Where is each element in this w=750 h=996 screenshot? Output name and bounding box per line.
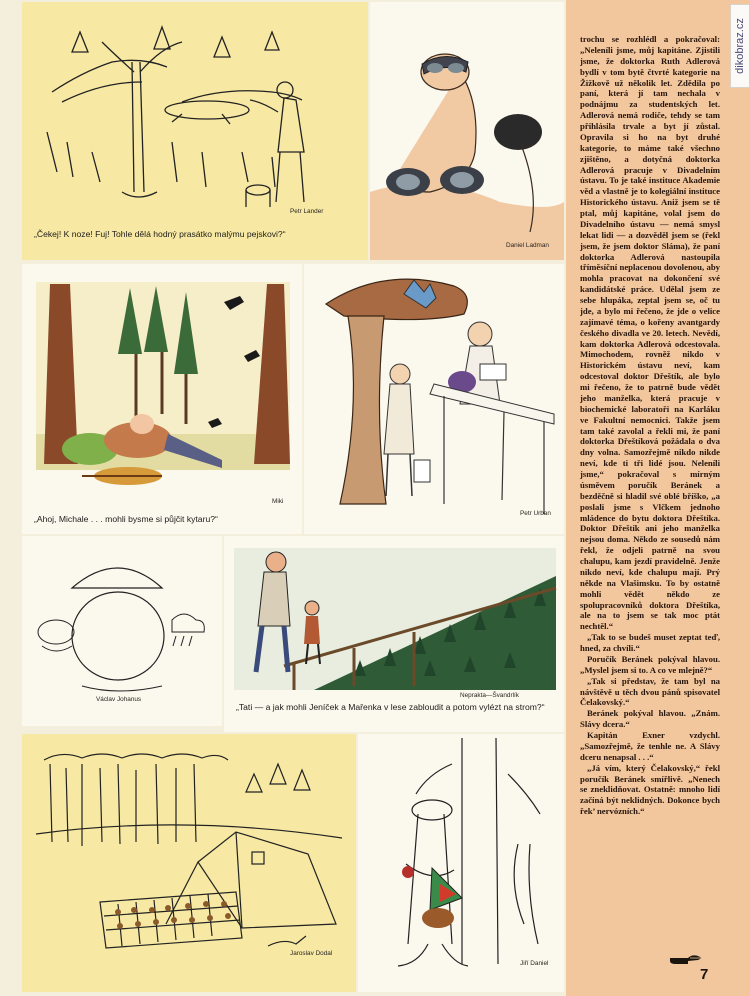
cartoon-author: Miki bbox=[272, 498, 284, 505]
cartoon-urban-illustration bbox=[304, 264, 564, 534]
cartoon-panel-miki bbox=[22, 264, 302, 534]
page-number: 7 bbox=[700, 966, 709, 983]
cartoon-panel-ladman bbox=[370, 2, 564, 260]
article-paragraph: „Tak to se budeš muset zeptat teď, hned, za chvíli.“ bbox=[580, 632, 720, 653]
cartoon-panel-neprakta bbox=[224, 536, 564, 732]
cartoon-author: Václav Johanus bbox=[96, 696, 142, 703]
cartoon-caption: „Ahoj, Michale . . . mohli bysme si půjčit kytaru?“ bbox=[34, 514, 218, 524]
cartoon-miki-illustration bbox=[22, 264, 302, 534]
article-column bbox=[566, 0, 750, 996]
cartoon-author: Petr Lander bbox=[290, 208, 324, 215]
article-text bbox=[580, 34, 720, 817]
cartoon-lander-illustration bbox=[22, 2, 368, 260]
cartoon-author: Petr Urban bbox=[520, 510, 551, 517]
cartoon-author: Neprakta—Švandrlík bbox=[460, 692, 519, 699]
article-paragraph: „Já vím, který Čelakovský,“ řekl poručík Beránek smířlivě. „Nenech se zneklidňovat. Ostatně: mnoho lidí začíná být neklidných. Dokonce bych řek’ nervózních.“ bbox=[580, 762, 720, 817]
cartoon-caption: „Čekej! K noze! Fuj! Tohle dělá hodný prasátko malýmu pejskovi?“ bbox=[34, 229, 286, 239]
cartoon-ladman-illustration bbox=[370, 2, 564, 260]
cartoon-panel-johanus bbox=[22, 536, 222, 726]
article-paragraph: Beránek pokýval hlavou. „Znám. Slávy dcera.“ bbox=[580, 708, 720, 730]
article-paragraph: „Tak si představ, že tam byl na návštěvě u těch dvou pánů spisovatel Čelakovský.“ bbox=[580, 675, 720, 708]
article-paragraph: Kapitán Exner vzdychl. „Samozřejmě, že tenhle ne. A Slávy dceru nenapsal . . .“ bbox=[580, 730, 720, 762]
watermark-text: dikobraz.cz bbox=[734, 18, 746, 74]
cartoon-panel-lander bbox=[22, 2, 368, 260]
watermark bbox=[730, 4, 750, 88]
cartoon-daniel-illustration bbox=[358, 734, 564, 992]
article-paragraph: Poručík Beránek pokýval hlavou. „Myslel jsem si to. A co ve mlejně?“ bbox=[580, 653, 720, 675]
cartoon-panel-dodal bbox=[22, 734, 356, 992]
cartoon-author: Jaroslav Dodal bbox=[290, 950, 333, 957]
pointing-hand-icon bbox=[668, 952, 704, 968]
cartoon-author: Daniel Ladman bbox=[506, 242, 549, 249]
article-paragraph: trochu se rozhlédl a pokračoval: „Neleníli jsme, můj kapitáne. Zjistili jsme, že doktorka Ruth Adlerová bydlí v tom bytě čtvrté kategorie na Žižkově už několik let. Zdědila po paní, která jí tam nechala v podnájmu za studentských let. Adlerová nemá rodiče, tehdy se tam přihlásila trvale a byt jí zůstal. Opravila si ho na byt druhé kategorie, to máme také všechno zjištěno, a dotyčná doktorka Adlerová pracuje v Divadelním ústavu. To je také instituce Akademie věd a vlastně je to kolegiální instituce Historického ústavu. Aniž jsem se tě ptal, můj kapitáne, volal jsem do Divadelního ústavu — nemá smysl lekat lidi — a dozvěděl jsem se (řekl jsem, že jsem doktor Sláma), že paní doktorka Adlerová nastoupila tříměsíční neplacenou dovolenou, aby mohla pracovat na dokončení své kandidátské práce. Udělal jsem ze sebe hlupáka, zeptal jsem se, oč tu jde, a bylo mi řečeno, že jde o velice zajímavé téma, o kořeny avantgardy českého divadla ve 20. letech. Nevědí, kam doktorka Adlerová odcestovala. Mimochodem, rovněž nikdo v Historickém ústavu neví, kam odcestoval doktor Dřeštík, ale bylo mi řečeno, že to patrně bude vědět jeho manželka, která pracuje v biochemické laboratoři na Karláku ve Fakultní nemocnici. Takže jsem tam také zavolal a řekli mi, že paní doktorka Dřeštíková požádala o dva dny volna. Samozřejmě nikdo nikde neví, kde ti tři lidé jsou. Neleníli jsme,“ pokračoval s mírným úsměvem poručík Beránek a bezděčně si hladil své oblé bříško, „a poslali jsme s Vlčkem jednoho mládence do bytu doktora Dřeštíka. Doktor Dřeštík ani jeho manželka nejsou doma. Někdo ze sousedů nám řekl, že odjeli patrně na svou chalupu, kam jezdí pravidelně. Jenže nikdo neví, kde chalupu mají. Prý někde na Vlašimsku. To by ostatně mohli vědět někdo ze spolupracovníků doktora Dřeštíka, ale na to jsem se tak moc ptát nechtěl.“ bbox=[580, 34, 720, 632]
cartoon-panel-daniel bbox=[358, 734, 564, 992]
cartoon-caption: „Tati — a jak mohli Jeníček a Mařenka v lese zabloudit a potom vylézt na strom?“ bbox=[236, 702, 545, 712]
cartoon-panel-urban bbox=[304, 264, 564, 534]
cartoon-author: Jiří Daniel bbox=[520, 960, 549, 967]
